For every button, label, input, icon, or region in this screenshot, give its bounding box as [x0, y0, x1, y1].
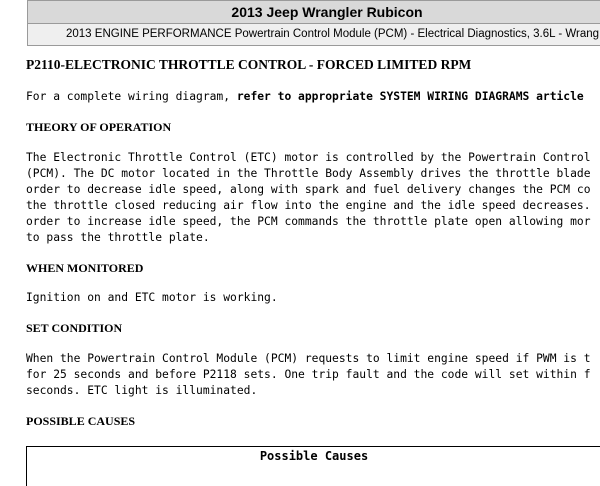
- document-header: [27, 0, 600, 46]
- monitored-paragraph: [26, 290, 600, 306]
- possible-causes-table-header: Possible Causes: [259, 449, 369, 463]
- theory-line: The Electronic Throttle Control (ETC) motor is controlled by the Powertrain Control: [26, 151, 591, 164]
- set-condition-heading: SET CONDITION: [26, 321, 123, 335]
- theory-line: order to decrease idle speed, along with spark and fuel delivery changes the PCM co: [26, 183, 591, 196]
- set-condition-paragraph: [26, 351, 600, 399]
- vehicle-title: 2013 Jeep Wrangler Rubicon: [28, 1, 600, 24]
- theory-line: (PCM). The DC motor located in the Throttle Body Assembly drives the throttle blade: [26, 167, 591, 180]
- theory-line: the throttle closed reducing air flow into the engine and the idle speed decreases.: [26, 199, 591, 212]
- theory-line: to pass the throttle plate.: [26, 231, 210, 244]
- wiring-note: [26, 89, 600, 105]
- dtc-title: P2110-ELECTRONIC THROTTLE CONTROL - FORCED LIMITED RPM: [26, 57, 472, 72]
- article-subtitle: 2013 ENGINE PERFORMANCE Powertrain Control Module (PCM) - Electrical Diagnostics, 3.6L - Wrang: [28, 24, 600, 45]
- theory-heading: THEORY OF OPERATION: [26, 120, 172, 134]
- wiring-diagram-link[interactable]: refer to appropriate SYSTEM WIRING DIAGRAMS article: [236, 90, 584, 103]
- monitored-text: Ignition on and ETC motor is working.: [26, 291, 278, 304]
- theory-line: order to increase idle speed, the PCM commands the throttle plate open allowing mor: [26, 215, 591, 228]
- set-condition-line: for 25 seconds and before P2118 sets. One trip fault and the code will set within f: [26, 368, 591, 381]
- theory-paragraph: [26, 150, 600, 246]
- possible-causes-heading: POSSIBLE CAUSES: [26, 414, 136, 428]
- wiring-note-text: For a complete wiring diagram,: [26, 90, 237, 103]
- monitored-heading: WHEN MONITORED: [26, 261, 144, 275]
- set-condition-line: seconds. ETC light is illuminated.: [26, 384, 258, 397]
- set-condition-line: When the Powertrain Control Module (PCM) requests to limit engine speed if PWM is t: [26, 352, 591, 365]
- possible-causes-table: [26, 446, 600, 486]
